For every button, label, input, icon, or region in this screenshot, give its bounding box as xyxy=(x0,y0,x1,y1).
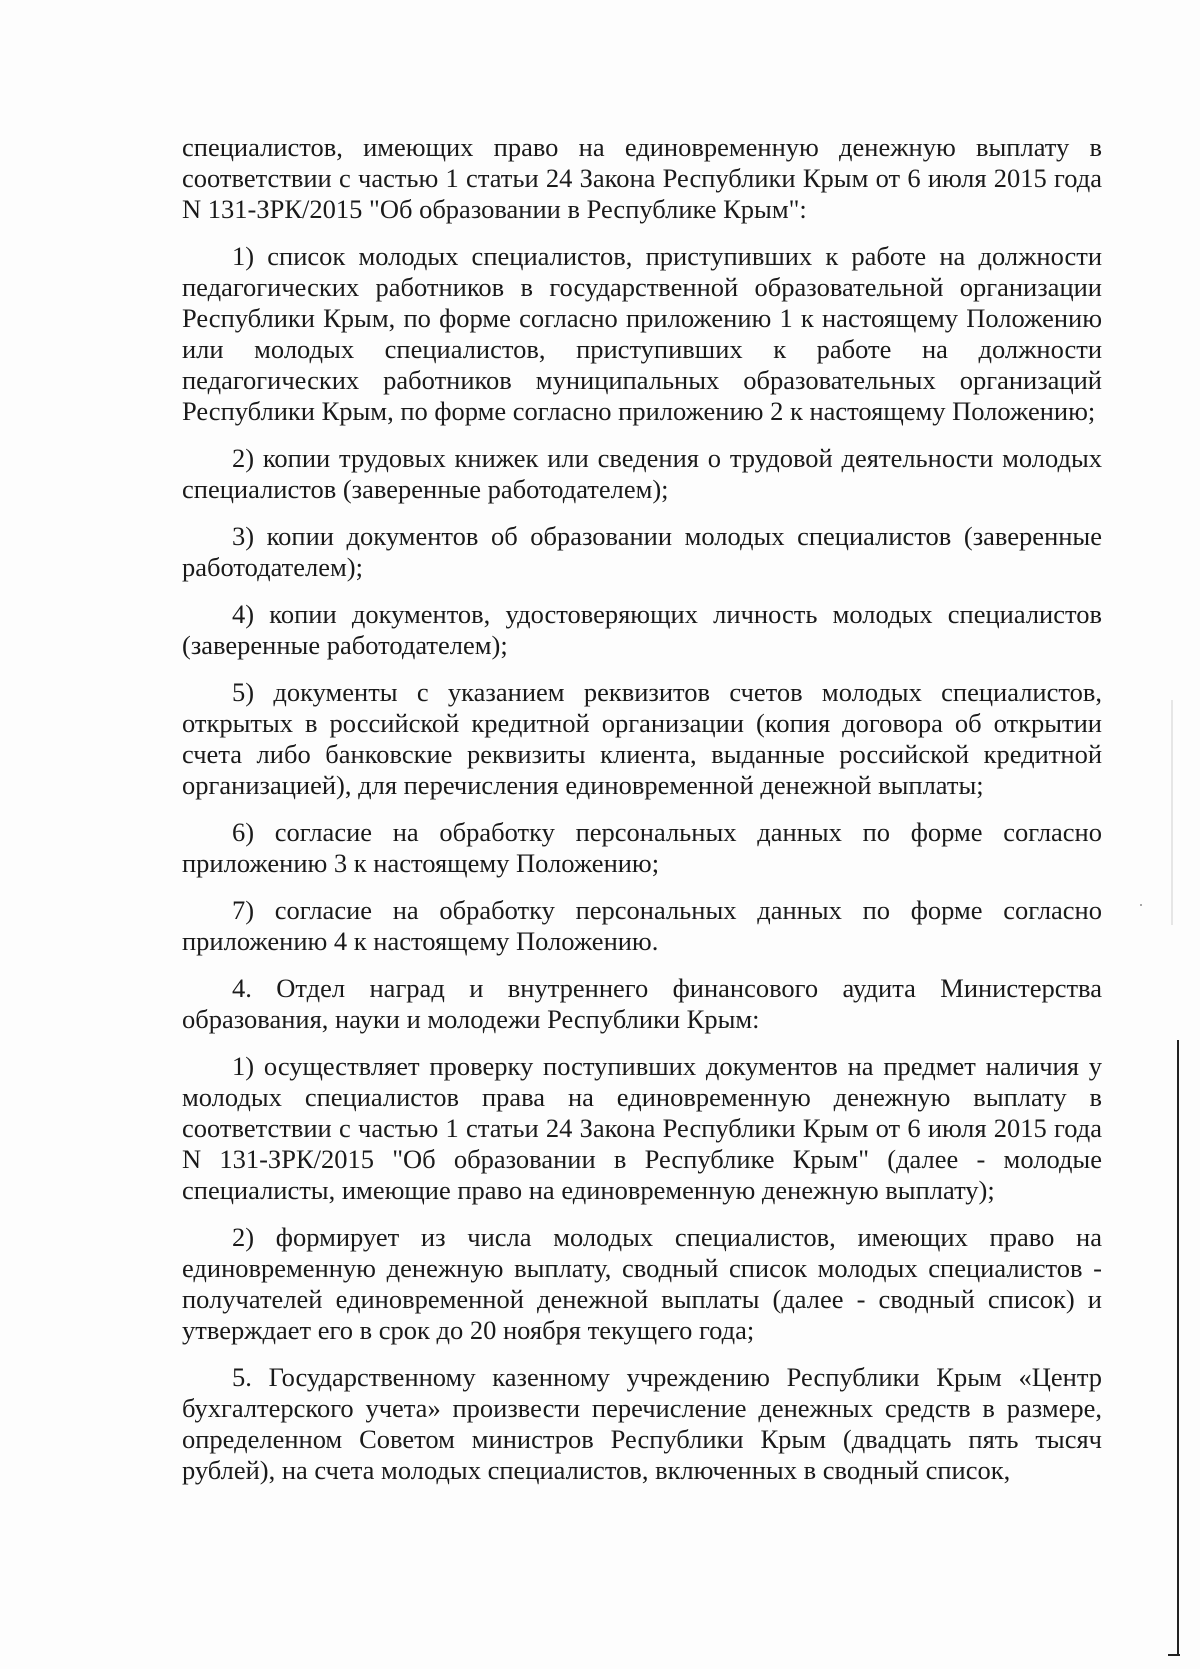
document-body xyxy=(182,132,1102,1502)
paragraph-item-3-education-docs: 3) копии документов об образовании молодых специалистов (заверенные работодателем); xyxy=(182,521,1102,582)
paragraph-item-2-workbooks: 2) копии трудовых книжек или сведения о трудовой деятельности молодых специалистов (заверенные работодателем); xyxy=(182,443,1102,504)
paragraph-section-4-item-1: 1) осуществляет проверку поступивших документов на предмет наличия у молодых специалистов права на единовременную денежную выплату в соответствии с частью 1 статьи 24 Закона Республики Крым от 6 июля 2015 года N 131-ЗРК/2015 "Об образовании в Республике Крым" (далее - молодые специалисты, имеющие право на единовременную денежную выплату); xyxy=(182,1051,1102,1205)
paragraph-item-5-bank-details: 5) документы с указанием реквизитов счетов молодых специалистов, открытых в российской кредитной организации (копия договора об открытии счета либо банковские реквизиты клиента, выданные российской кредитной организацией), для перечисления единовременной денежной выплаты; xyxy=(182,677,1102,800)
paragraph-item-1-list: 1) список молодых специалистов, приступивших к работе на должности педагогических работников в государственной образовательной организации Республики Крым, по форме согласно приложению 1 к настоящему Положению или молодых специалистов, приступивших к работе на должности педагогических работников муниципальных образовательных организаций Республики Крым, по форме согласно приложению 2 к настоящему Положению; xyxy=(182,241,1102,426)
paragraph-continuation: специалистов, имеющих право на единовременную денежную выплату в соответствии с частью 1 статьи 24 Закона Республики Крым от 6 июля 2015 года N 131-ЗРК/2015 "Об образовании в Республике Крым": xyxy=(182,132,1102,224)
paragraph-item-6-consent: 6) согласие на обработку персональных данных по форме согласно приложению 3 к настоящему Положению; xyxy=(182,817,1102,878)
paragraph-section-4: 4. Отдел наград и внутреннего финансового аудита Министерства образования, науки и молодежи Республики Крым: xyxy=(182,973,1102,1034)
paragraph-item-7-consent: 7) согласие на обработку персональных данных по форме согласно приложению 4 к настоящему Положению. xyxy=(182,895,1102,956)
paragraph-item-4-identity-docs: 4) копии документов, удостоверяющих личность молодых специалистов (заверенные работодателем); xyxy=(182,599,1102,660)
paragraph-section-5: 5. Государственному казенному учреждению Республики Крым «Центр бухгалтерского учета» произвести перечисление денежных средств в размере, определенном Советом министров Республики Крым (двадцать пять тысяч рублей), на счета молодых специалистов, включенных в сводный список, xyxy=(182,1362,1102,1485)
paragraph-section-4-item-2: 2) формирует из числа молодых специалистов, имеющих право на единовременную денежную выплату, сводный список молодых специалистов - получателей единовременной денежной выплаты (далее - сводный список) и утверждает его в срок до 20 ноября текущего года; xyxy=(182,1222,1102,1345)
